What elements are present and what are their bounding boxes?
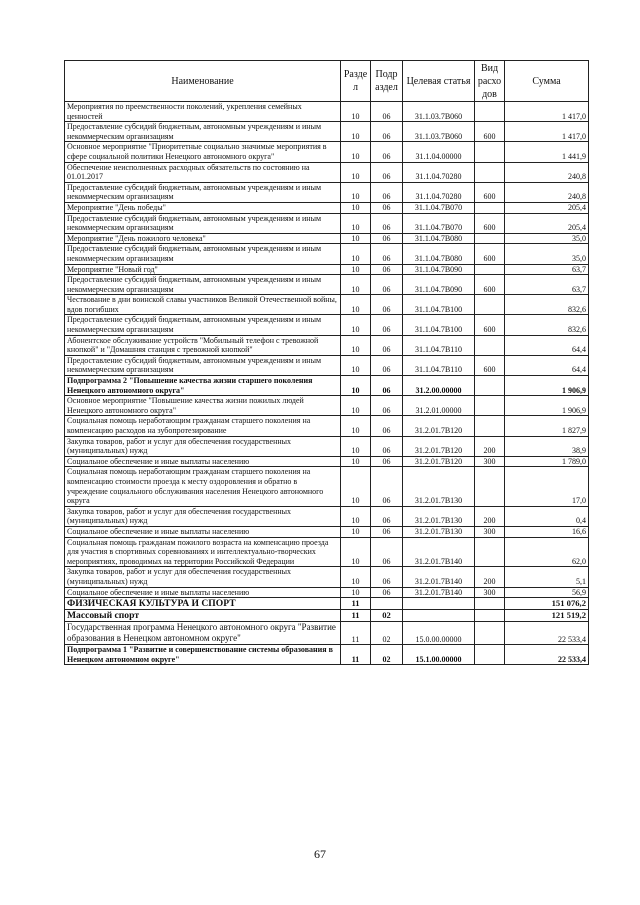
cell-vid xyxy=(475,645,505,665)
cell-name: Предоставление субсидий бюджетным, автономным учреждениям и иным некоммерческим организациям xyxy=(65,275,341,295)
cell-name: Предоставление субсидий бюджетным, автономным учреждениям и иным некоммерческим организациям xyxy=(65,244,341,264)
cell-celevaya: 31.1.04.7В070 xyxy=(403,202,475,213)
table-row xyxy=(65,213,589,233)
cell-celevaya: 31.2.01.7В140 xyxy=(403,587,475,598)
cell-celevaya: 31.2.01.7В120 xyxy=(403,456,475,467)
table-row xyxy=(65,567,589,587)
cell-name: Мероприятия по преемственности поколений, укрепления семейных ценностей xyxy=(65,102,341,122)
cell-podrazdel: 06 xyxy=(371,182,403,202)
cell-name: Мероприятие "День пожилого человека" xyxy=(65,233,341,244)
cell-name: Предоставление субсидий бюджетным, автономным учреждениям и иным некоммерческим организациям xyxy=(65,213,341,233)
cell-name: Закупка товаров, работ и услуг для обеспечения государственных (муниципальных) нужд xyxy=(65,567,341,587)
cell-name: Предоставление субсидий бюджетным, автономным учреждениям и иным некоммерческим организациям xyxy=(65,315,341,335)
cell-name: Подпрограмма 1 "Развитие и совершенствование системы образования в Ненецком автономном округе" xyxy=(65,645,341,665)
cell-razdel: 10 xyxy=(341,233,371,244)
cell-celevaya: 31.1.04.7В100 xyxy=(403,315,475,335)
cell-name: Обеспечение неисполненных расходных обязательств по состоянию на 01.01.2017 xyxy=(65,162,341,182)
cell-razdel: 10 xyxy=(341,122,371,142)
table-row xyxy=(65,202,589,213)
cell-razdel: 10 xyxy=(341,244,371,264)
table-row xyxy=(65,275,589,295)
table-row xyxy=(65,315,589,335)
table-row xyxy=(65,102,589,122)
cell-celevaya: 31.2.01.7В130 xyxy=(403,467,475,506)
cell-summa: 35,0 xyxy=(505,244,589,264)
cell-razdel: 11 xyxy=(341,598,371,610)
cell-summa: 121 519,2 xyxy=(505,610,589,622)
cell-summa: 16,6 xyxy=(505,526,589,537)
cell-razdel: 10 xyxy=(341,335,371,355)
cell-podrazdel: 06 xyxy=(371,416,403,436)
table-row xyxy=(65,526,589,537)
cell-celevaya: 31.1.04.70280 xyxy=(403,182,475,202)
cell-razdel: 10 xyxy=(341,376,371,396)
cell-name: Основное мероприятие "Повышение качества жизни пожилых людей Ненецкого автономного округа" xyxy=(65,396,341,416)
cell-vid xyxy=(475,295,505,315)
cell-podrazdel: 06 xyxy=(371,506,403,526)
cell-celevaya: 31.2.01.7В140 xyxy=(403,567,475,587)
cell-name: Массовый спорт xyxy=(65,610,341,622)
cell-celevaya: 31.1.03.7В060 xyxy=(403,122,475,142)
cell-vid xyxy=(475,537,505,567)
cell-celevaya: 31.2.01.7В130 xyxy=(403,526,475,537)
cell-vid: 600 xyxy=(475,182,505,202)
cell-razdel: 11 xyxy=(341,610,371,622)
cell-razdel: 10 xyxy=(341,467,371,506)
cell-podrazdel: 06 xyxy=(371,315,403,335)
cell-celevaya: 31.2.01.7В140 xyxy=(403,537,475,567)
cell-razdel: 10 xyxy=(341,275,371,295)
table-row xyxy=(65,396,589,416)
cell-summa: 240,8 xyxy=(505,182,589,202)
cell-vid: 600 xyxy=(475,213,505,233)
cell-name: Социальная помощь неработающим гражданам старшего поколения на компенсацию расходов на зубопротезирование xyxy=(65,416,341,436)
cell-summa: 35,0 xyxy=(505,233,589,244)
table-row xyxy=(65,295,589,315)
cell-razdel: 10 xyxy=(341,295,371,315)
cell-celevaya: 31.1.04.7В110 xyxy=(403,335,475,355)
cell-name: Мероприятие "День победы" xyxy=(65,202,341,213)
cell-celevaya: 31.1.04.00000 xyxy=(403,142,475,162)
cell-razdel: 10 xyxy=(341,436,371,456)
cell-name: Чествование в дни воинской славы участников Великой Отечественной войны, вдов погибших xyxy=(65,295,341,315)
cell-razdel: 10 xyxy=(341,396,371,416)
table-row xyxy=(65,142,589,162)
cell-vid xyxy=(475,467,505,506)
table-row xyxy=(65,622,589,645)
cell-podrazdel: 06 xyxy=(371,122,403,142)
table-row xyxy=(65,598,589,610)
cell-podrazdel: 06 xyxy=(371,202,403,213)
cell-vid xyxy=(475,622,505,645)
cell-podrazdel: 02 xyxy=(371,645,403,665)
table-row xyxy=(65,610,589,622)
page-number: 67 xyxy=(314,847,326,861)
cell-name: Предоставление субсидий бюджетным, автономным учреждениям и иным некоммерческим организациям xyxy=(65,182,341,202)
cell-celevaya: 31.1.04.70280 xyxy=(403,162,475,182)
cell-podrazdel: 06 xyxy=(371,376,403,396)
cell-podrazdel: 02 xyxy=(371,610,403,622)
cell-podrazdel: 06 xyxy=(371,162,403,182)
cell-razdel: 10 xyxy=(341,162,371,182)
cell-podrazdel: 06 xyxy=(371,244,403,264)
table-row xyxy=(65,436,589,456)
cell-name: Основное мероприятие "Приоритетные социально значимые мероприятия в сфере социальной политики Ненецкого автономного округа" xyxy=(65,142,341,162)
cell-razdel: 10 xyxy=(341,102,371,122)
cell-celevaya: 31.2.01.7В130 xyxy=(403,506,475,526)
cell-podrazdel: 06 xyxy=(371,102,403,122)
cell-razdel: 10 xyxy=(341,202,371,213)
cell-celevaya: 31.1.04.7В110 xyxy=(403,355,475,375)
cell-name: Закупка товаров, работ и услуг для обеспечения государственных (муниципальных) нужд xyxy=(65,506,341,526)
cell-razdel: 10 xyxy=(341,213,371,233)
cell-celevaya: 15.1.00.00000 xyxy=(403,645,475,665)
cell-summa: 205,4 xyxy=(505,202,589,213)
cell-name: Государственная программа Ненецкого автономного округа "Развитие образования в Ненецком автономном округе" xyxy=(65,622,341,645)
cell-razdel: 10 xyxy=(341,182,371,202)
cell-summa: 22 533,4 xyxy=(505,645,589,665)
table-row xyxy=(65,456,589,467)
table-row xyxy=(65,537,589,567)
header-name: Наименование xyxy=(65,61,341,102)
cell-name: Социальное обеспечение и иные выплаты населению xyxy=(65,526,341,537)
table-row xyxy=(65,122,589,142)
cell-vid xyxy=(475,396,505,416)
table-row xyxy=(65,645,589,665)
cell-name: ФИЗИЧЕСКАЯ КУЛЬТУРА И СПОРТ xyxy=(65,598,341,610)
cell-vid: 300 xyxy=(475,456,505,467)
cell-razdel: 10 xyxy=(341,567,371,587)
table-row xyxy=(65,182,589,202)
cell-vid xyxy=(475,335,505,355)
cell-name: Предоставление субсидий бюджетным, автономным учреждениям и иным некоммерческим организациям xyxy=(65,122,341,142)
cell-summa: 63,7 xyxy=(505,275,589,295)
header-razdel: Разде л xyxy=(341,61,371,102)
cell-vid: 200 xyxy=(475,436,505,456)
cell-summa: 56,9 xyxy=(505,587,589,598)
header-podrazdel: Подр аздел xyxy=(371,61,403,102)
cell-podrazdel xyxy=(371,598,403,610)
table-row xyxy=(65,162,589,182)
cell-name: Мероприятие "Новый год" xyxy=(65,264,341,275)
table-row xyxy=(65,355,589,375)
cell-summa: 38,9 xyxy=(505,436,589,456)
cell-celevaya: 31.2.01.00000 xyxy=(403,396,475,416)
cell-podrazdel: 06 xyxy=(371,264,403,275)
cell-vid: 600 xyxy=(475,315,505,335)
cell-podrazdel: 02 xyxy=(371,622,403,645)
cell-podrazdel: 06 xyxy=(371,436,403,456)
table-header-row xyxy=(65,61,589,102)
table-row xyxy=(65,467,589,506)
cell-summa: 1 827,9 xyxy=(505,416,589,436)
cell-name: Подпрограмма 2 "Повышение качества жизни старшего поколения Ненецкого автономного округа" xyxy=(65,376,341,396)
cell-vid: 600 xyxy=(475,275,505,295)
cell-vid xyxy=(475,202,505,213)
cell-summa: 832,6 xyxy=(505,295,589,315)
cell-podrazdel: 06 xyxy=(371,526,403,537)
cell-podrazdel: 06 xyxy=(371,142,403,162)
cell-summa: 1 906,9 xyxy=(505,376,589,396)
cell-podrazdel: 06 xyxy=(371,275,403,295)
cell-summa: 151 076,2 xyxy=(505,598,589,610)
cell-podrazdel: 06 xyxy=(371,537,403,567)
cell-name: Социальное обеспечение и иные выплаты населению xyxy=(65,587,341,598)
cell-celevaya: 31.1.04.7В070 xyxy=(403,213,475,233)
cell-podrazdel: 06 xyxy=(371,467,403,506)
table-row xyxy=(65,233,589,244)
cell-summa: 205,4 xyxy=(505,213,589,233)
cell-celevaya: 15.0.00.00000 xyxy=(403,622,475,645)
header-summa: Сумма xyxy=(505,61,589,102)
table-row xyxy=(65,264,589,275)
cell-vid: 300 xyxy=(475,587,505,598)
table-row xyxy=(65,335,589,355)
cell-podrazdel: 06 xyxy=(371,456,403,467)
table-row xyxy=(65,587,589,598)
cell-razdel: 11 xyxy=(341,622,371,645)
cell-podrazdel: 06 xyxy=(371,295,403,315)
cell-podrazdel: 06 xyxy=(371,587,403,598)
cell-vid xyxy=(475,610,505,622)
cell-celevaya: 31.1.04.7В090 xyxy=(403,275,475,295)
cell-celevaya: 31.2.01.7В120 xyxy=(403,416,475,436)
cell-vid xyxy=(475,233,505,244)
header-celevaya: Целевая статья xyxy=(403,61,475,102)
cell-razdel: 10 xyxy=(341,456,371,467)
cell-summa: 240,8 xyxy=(505,162,589,182)
cell-vid: 600 xyxy=(475,244,505,264)
cell-name: Социальное обеспечение и иные выплаты населению xyxy=(65,456,341,467)
cell-razdel: 11 xyxy=(341,645,371,665)
cell-vid: 300 xyxy=(475,526,505,537)
cell-razdel: 10 xyxy=(341,587,371,598)
cell-celevaya xyxy=(403,598,475,610)
cell-name: Закупка товаров, работ и услуг для обеспечения государственных (муниципальных) нужд xyxy=(65,436,341,456)
cell-razdel: 10 xyxy=(341,416,371,436)
cell-vid: 600 xyxy=(475,355,505,375)
cell-celevaya: 31.1.04.7В080 xyxy=(403,233,475,244)
table-row xyxy=(65,376,589,396)
cell-podrazdel: 06 xyxy=(371,355,403,375)
cell-summa: 1 789,0 xyxy=(505,456,589,467)
cell-vid xyxy=(475,416,505,436)
cell-summa: 0,4 xyxy=(505,506,589,526)
cell-celevaya xyxy=(403,610,475,622)
table-body xyxy=(65,102,589,665)
cell-podrazdel: 06 xyxy=(371,567,403,587)
cell-summa: 5,1 xyxy=(505,567,589,587)
cell-name: Предоставление субсидий бюджетным, автономным учреждениям и иным некоммерческим организациям xyxy=(65,355,341,375)
cell-summa: 832,6 xyxy=(505,315,589,335)
table-row xyxy=(65,506,589,526)
cell-celevaya: 31.2.00.00000 xyxy=(403,376,475,396)
cell-summa: 62,0 xyxy=(505,537,589,567)
cell-celevaya: 31.2.01.7В120 xyxy=(403,436,475,456)
cell-vid: 600 xyxy=(475,122,505,142)
table-row xyxy=(65,416,589,436)
cell-summa: 1 417,0 xyxy=(505,122,589,142)
cell-celevaya: 31.1.04.7В080 xyxy=(403,244,475,264)
cell-vid: 200 xyxy=(475,567,505,587)
cell-summa: 63,7 xyxy=(505,264,589,275)
cell-razdel: 10 xyxy=(341,355,371,375)
header-vid: Вид расхо дов xyxy=(475,61,505,102)
cell-summa: 1 441,9 xyxy=(505,142,589,162)
cell-name: Социальная помощь неработающим гражданам старшего поколения на компенсацию стоимости проезда к месту оздоровления и обратно в учреждение социального обслуживания населения Ненецкого автономного округа xyxy=(65,467,341,506)
cell-vid xyxy=(475,102,505,122)
cell-vid xyxy=(475,162,505,182)
cell-podrazdel: 06 xyxy=(371,233,403,244)
cell-vid xyxy=(475,264,505,275)
cell-summa: 1 417,0 xyxy=(505,102,589,122)
cell-razdel: 10 xyxy=(341,537,371,567)
cell-summa: 17,0 xyxy=(505,467,589,506)
cell-razdel: 10 xyxy=(341,315,371,335)
cell-podrazdel: 06 xyxy=(371,396,403,416)
cell-vid xyxy=(475,142,505,162)
cell-razdel: 10 xyxy=(341,142,371,162)
cell-summa: 1 906,9 xyxy=(505,396,589,416)
cell-celevaya: 31.1.04.7В100 xyxy=(403,295,475,315)
cell-name: Социальная помощь гражданам пожилого возраста на компенсацию проезда для участия в спортивных соревнованиях и интеллектуально-творческих мероприятиях, проводимых на территории Российской Федерации xyxy=(65,537,341,567)
cell-name: Абонентское обслуживание устройств "Мобильный телефон с тревожной кнопкой" и "Домашняя станция с тревожной кнопкой" xyxy=(65,335,341,355)
cell-summa: 64,4 xyxy=(505,335,589,355)
cell-summa: 22 533,4 xyxy=(505,622,589,645)
cell-razdel: 10 xyxy=(341,526,371,537)
cell-celevaya: 31.1.04.7В090 xyxy=(403,264,475,275)
cell-vid xyxy=(475,598,505,610)
cell-vid: 200 xyxy=(475,506,505,526)
cell-vid xyxy=(475,376,505,396)
cell-podrazdel: 06 xyxy=(371,335,403,355)
cell-razdel: 10 xyxy=(341,264,371,275)
cell-podrazdel: 06 xyxy=(371,213,403,233)
budget-table xyxy=(64,60,589,665)
cell-summa: 64,4 xyxy=(505,355,589,375)
table-row xyxy=(65,244,589,264)
cell-razdel: 10 xyxy=(341,506,371,526)
cell-celevaya: 31.1.03.7В060 xyxy=(403,102,475,122)
